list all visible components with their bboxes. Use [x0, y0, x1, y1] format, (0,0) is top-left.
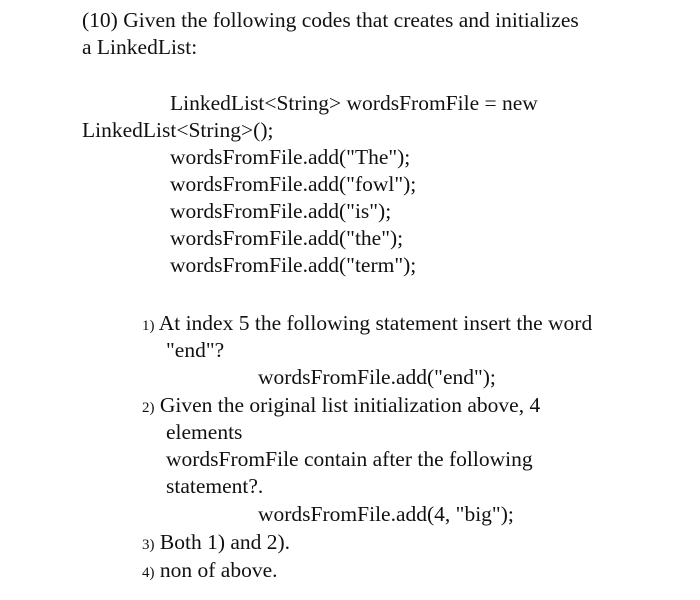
code-line: LinkedList<String> wordsFromFile = new	[170, 91, 538, 115]
option-text: non of above.	[159, 558, 278, 582]
code-line: wordsFromFile.add("term");	[170, 253, 417, 277]
option-text: "end"?	[166, 338, 225, 362]
code-line: wordsFromFile.add("the");	[170, 226, 404, 250]
code-line: wordsFromFile.add("fowl");	[170, 172, 417, 196]
option-text: statement?.	[166, 474, 264, 498]
option-code: wordsFromFile.add(4, "big");	[258, 502, 514, 526]
option-number: 1)	[142, 318, 155, 334]
option-text: Both 1) and 2).	[159, 530, 291, 554]
option-text: wordsFromFile contain after the following	[166, 447, 533, 471]
option-text: At index 5 the following statement insert the word	[158, 311, 593, 335]
option-text: elements	[166, 420, 243, 444]
code-line: wordsFromFile.add("is");	[170, 199, 392, 223]
option-number: 2)	[142, 400, 155, 416]
code-line: wordsFromFile.add("The");	[170, 145, 411, 169]
question-title-line2: a LinkedList:	[82, 35, 198, 59]
option-code: wordsFromFile.add("end");	[258, 365, 496, 389]
option-number: 3)	[142, 537, 155, 553]
option-text: Given the original list initialization above, 4	[159, 393, 541, 417]
option-number: 4)	[142, 565, 155, 581]
code-line: LinkedList<String>();	[82, 118, 274, 142]
question-title-line1: (10) Given the following codes that creates and initializes	[82, 8, 579, 32]
